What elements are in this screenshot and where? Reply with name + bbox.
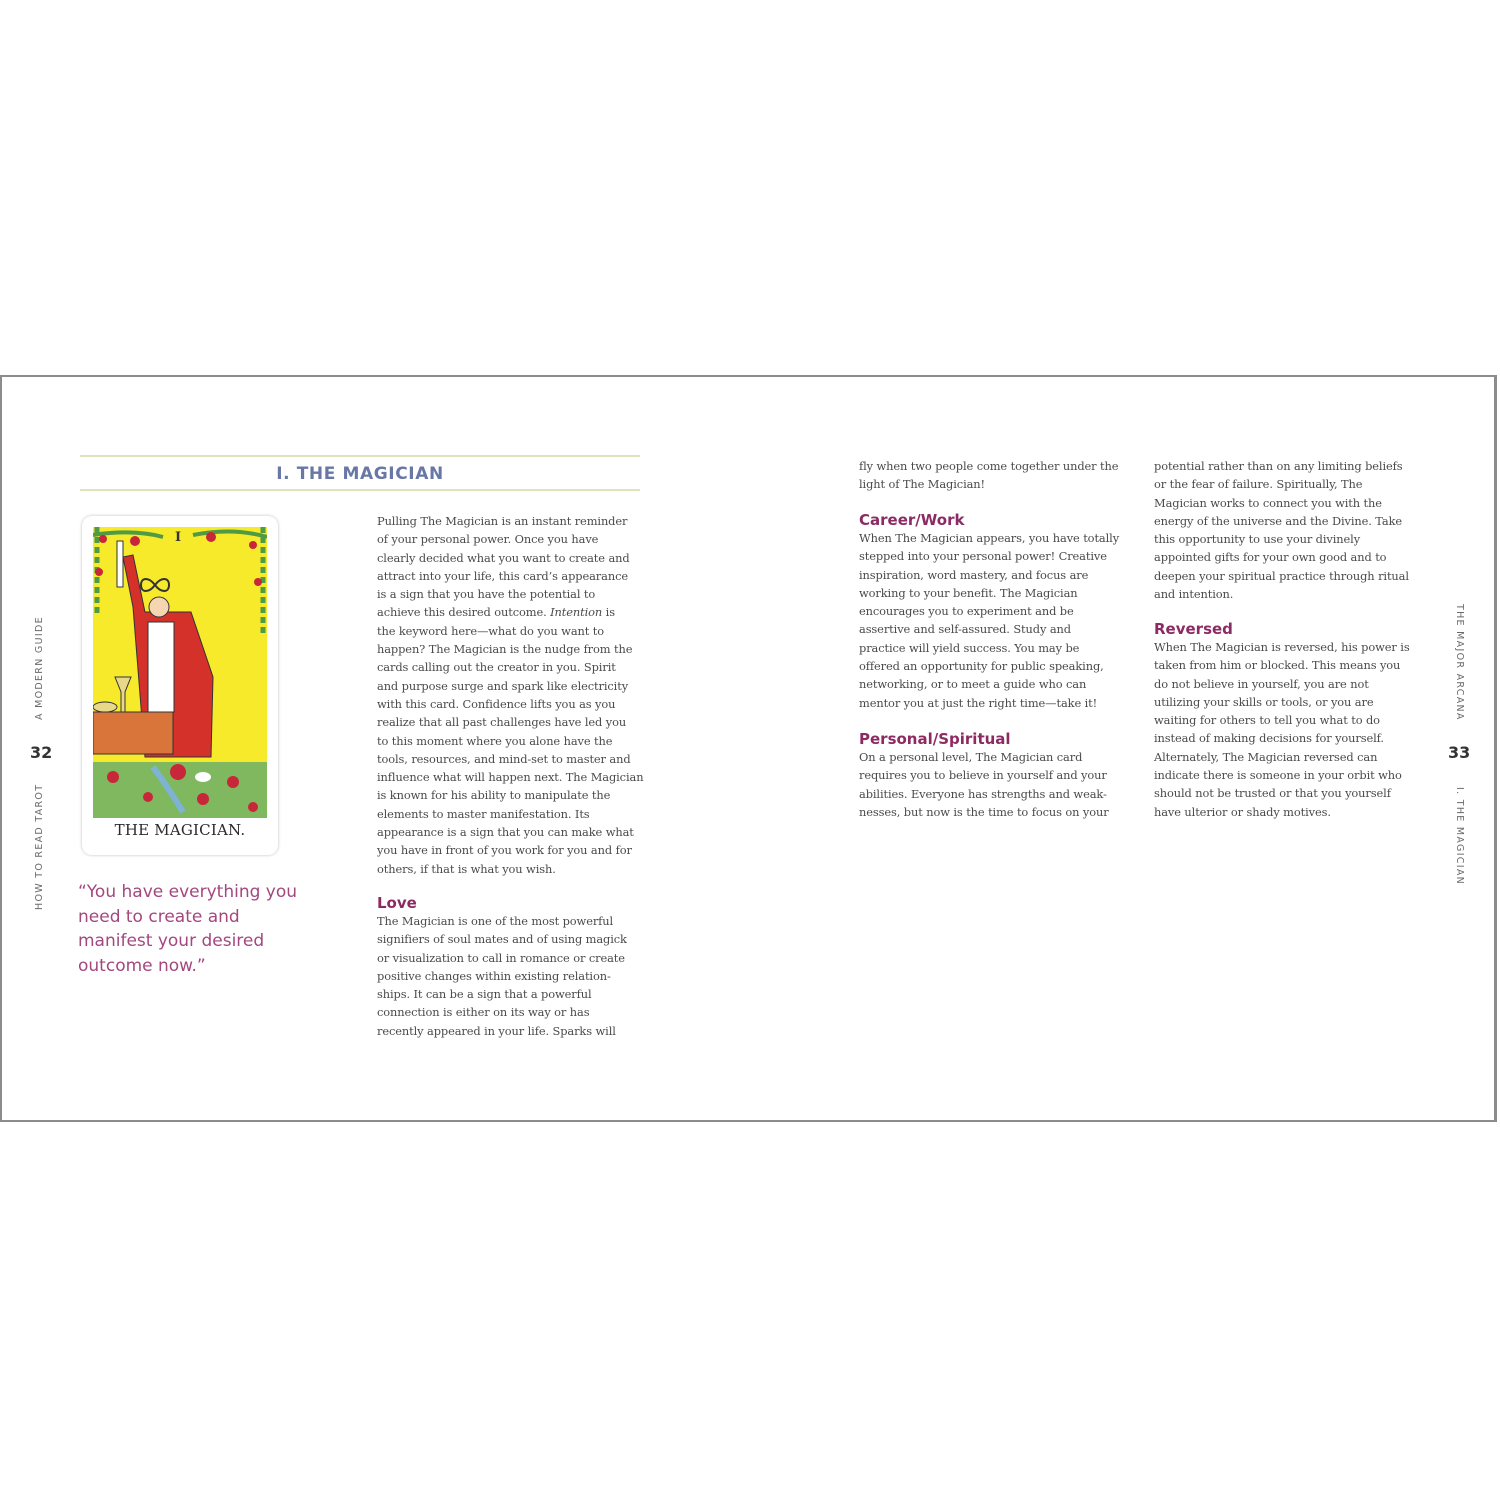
magician-illustration-icon	[93, 527, 267, 818]
page-number-left: 32	[30, 743, 53, 762]
love-line: recently appeared in your life. Sparks will	[377, 1023, 616, 1038]
reversed-line: utilizing your skills or tools, or you are	[1154, 694, 1374, 709]
reversed-line: instead of making decisions for yourself.	[1154, 731, 1384, 746]
intention-keyword: Intention	[550, 605, 603, 620]
running-head-left-top: A MODERN GUIDE	[34, 616, 45, 720]
intro-line: Pulling The Magician is an instant reminder	[377, 514, 628, 528]
running-head-right-bottom: I. THE MAGICIAN	[1454, 787, 1465, 886]
personal-line: this opportunity to use your divinely	[1154, 532, 1361, 547]
personal-line: deepen your spiritual practice through ritual	[1154, 568, 1409, 583]
career-line: inspiration, word mastery, and focus are	[859, 567, 1089, 582]
career-line: When The Magician appears, you have totally	[859, 531, 1120, 545]
intro-line: attract into your life, this card’s appearance	[377, 568, 628, 583]
intro-line: elements to master manifestation. Its	[377, 806, 590, 821]
intro-line: influence what will happen next. The Magician	[377, 770, 644, 785]
svg-text:I: I	[175, 530, 182, 545]
personal-line: On a personal level, The Magician card	[859, 750, 1083, 764]
reversed-line: should not be trusted or that you yourself	[1154, 786, 1391, 801]
intro-line: with this card. Confidence lifts you as you	[377, 696, 616, 711]
intro-line: happen? The Magician is the nudge from the	[377, 642, 633, 657]
reversed-line: indicate there is someone in your orbit who	[1154, 768, 1402, 783]
personal-line: requires you to believe in yourself and your	[859, 768, 1107, 783]
section-career	[859, 511, 1134, 712]
reversed-line: taken from him or blocked. This means you	[1154, 658, 1401, 673]
personal-line: Magician works to connect you with the	[1154, 495, 1382, 510]
intro-line: achieve this desired outcome. Intention is	[377, 605, 615, 620]
career-line: encourages you to experiment and be	[859, 604, 1074, 619]
reversed-heading: Reversed	[1154, 620, 1233, 638]
personal-continued	[1154, 457, 1429, 603]
personal-line: and intention.	[1154, 587, 1234, 602]
section-personal	[859, 730, 1134, 821]
love-continued	[859, 457, 1134, 494]
intro-line: tools, resources, and mind-set to master and	[377, 751, 631, 766]
reversed-line: have ulterior or shady motives.	[1154, 804, 1331, 819]
intro-line: is known for his ability to manipulate the	[377, 788, 611, 803]
intro-line: cards calling out the creator in you. Spirit	[377, 660, 616, 675]
love-line: The Magician is one of the most powerful	[377, 914, 614, 928]
love-line: or visualization to call in romance or create	[377, 950, 625, 965]
section-love	[377, 894, 647, 1040]
personal-line: appointed gifts for your own good and to	[1154, 550, 1387, 565]
career-line: practice will yield success. You may be	[859, 640, 1080, 655]
intro-line: others, if that is what you wish.	[377, 861, 556, 876]
card-caption: THE MAGICIAN.	[114, 821, 246, 839]
career-line: mentor you at just the right time—take it!	[859, 695, 1098, 710]
love-line: fly when two people come together under the	[859, 459, 1119, 473]
career-line: stepped into your personal power! Creative	[859, 549, 1107, 564]
pull-quote: “You have everything you need to create and manifest your desired outcome now.”	[78, 882, 298, 977]
personal-line: potential rather than on any limiting beliefs	[1154, 459, 1403, 473]
personal-line: energy of the universe and the Divine. Take	[1154, 513, 1403, 528]
intro-line: you have in front of you work for you and for	[377, 843, 632, 858]
intro-line: to this moment where you alone have the	[377, 733, 613, 748]
personal-line: or the fear of failure. Spiritually, The	[1154, 477, 1363, 492]
running-head-left-bottom: HOW TO READ TAROT	[34, 783, 45, 910]
love-line: ships. It can be a sign that a powerful	[377, 987, 592, 1002]
running-head-right-top: THE MAJOR ARCANA	[1454, 604, 1465, 721]
personal-line: nesses, but now is the time to focus on your	[859, 804, 1109, 819]
chapter-title-band	[80, 455, 640, 491]
reversed-line: Alternately, The Magician reversed can	[1154, 749, 1378, 764]
intro-line: appearance is a sign that you can make what	[377, 825, 634, 840]
reversed-line: do not believe in yourself, you are not	[1154, 676, 1369, 691]
love-line: connection is either on its way or has	[377, 1005, 590, 1020]
section-reversed	[1154, 620, 1429, 821]
love-line: light of The Magician!	[859, 477, 986, 492]
career-heading: Career/Work	[859, 511, 965, 529]
tarot-card-magician	[82, 516, 278, 855]
intro-line: is a sign that you have the potential to	[377, 587, 596, 602]
career-line: networking, or to meet a guide who can	[859, 677, 1087, 692]
love-heading: Love	[377, 894, 417, 912]
career-line: assertive and self-assured. Study and	[859, 622, 1071, 637]
chapter-title: I. THE MAGICIAN	[276, 464, 444, 484]
intro-line: clearly decided what you want to create and	[377, 550, 630, 565]
career-line: offered an opportunity for public speaking,	[859, 659, 1104, 674]
reversed-line: When The Magician is reversed, his power is	[1154, 640, 1410, 654]
reversed-line: waiting for others to tell you what to do	[1154, 713, 1380, 728]
love-line: positive changes within existing relation-	[377, 968, 611, 983]
career-line: working to your benefit. The Magician	[859, 585, 1078, 600]
page-number-right: 33	[1448, 743, 1471, 762]
personal-line: abilities. Everyone has strengths and weak-	[859, 786, 1107, 801]
intro-text	[377, 512, 647, 878]
personal-heading: Personal/Spiritual	[859, 730, 1011, 748]
love-line: signifiers of soul mates and of using magick	[377, 932, 627, 947]
intro-line: the keyword here—what do you want to	[377, 623, 604, 638]
intro-line: and purpose surge and spark like electricity	[377, 678, 629, 693]
intro-line: realize that all past challenges have led you	[377, 715, 627, 730]
card-illustration	[93, 527, 267, 818]
intro-line: of your personal power. Once you have	[377, 532, 599, 547]
